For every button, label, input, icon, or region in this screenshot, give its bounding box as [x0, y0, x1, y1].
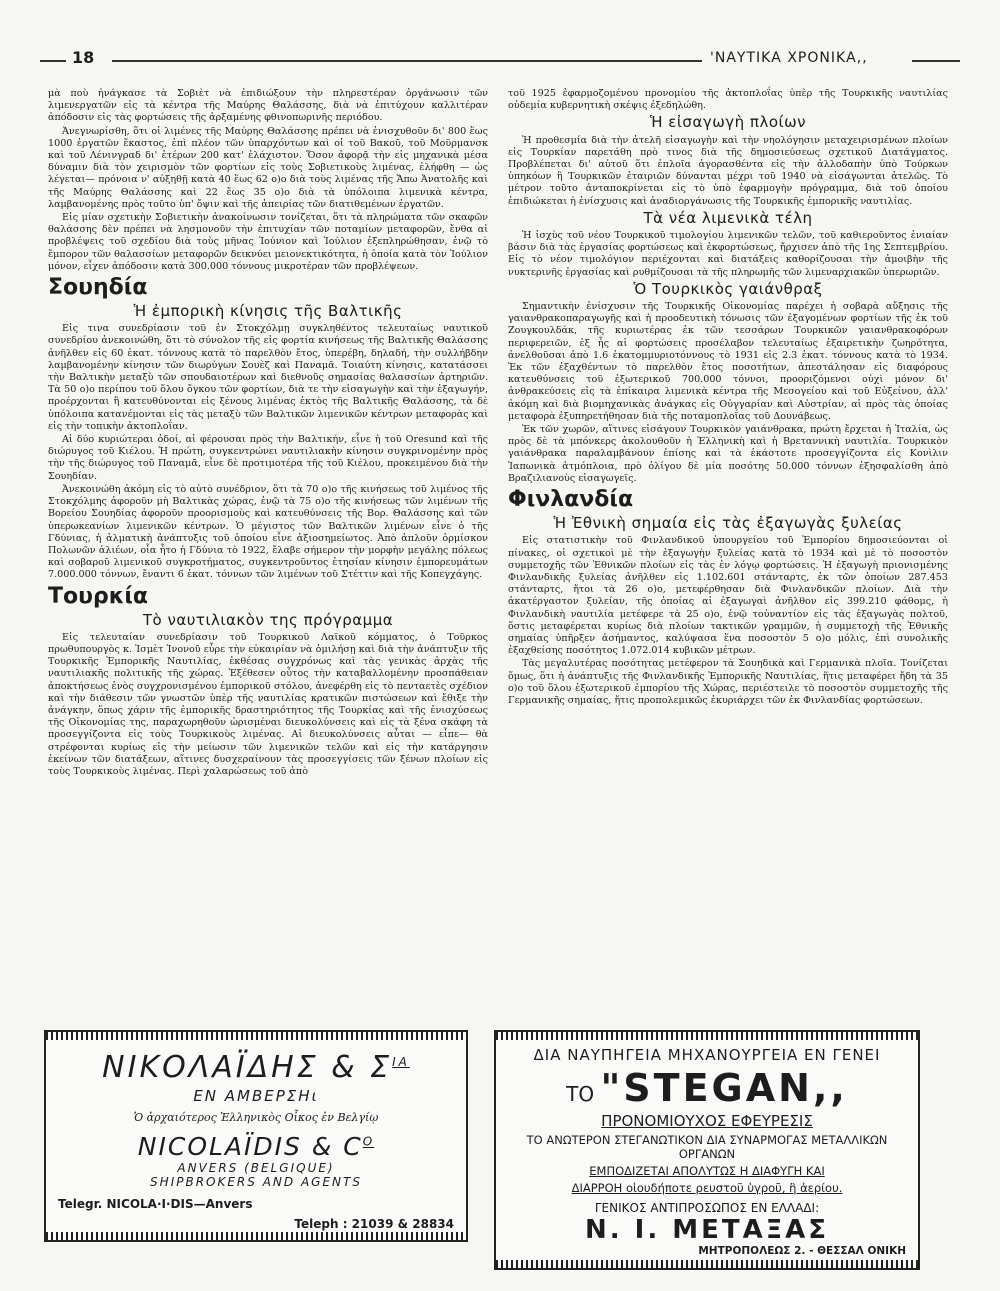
article-title: Ἡ ἐμπορικὴ κίνησις τῆς Βαλτικῆς: [133, 302, 403, 321]
body-paragraph: Εἰς τελευταίαν συνεδρίασιν τοῦ Τουρκικοῦ Λαϊκοῦ κόμματος, ὁ Τοῦρκος πρωθυπουργὸς κ. Ἰσμὲτ Ἰνονοῦ εὗρε τὴν εὐκαιρίαν νὰ ὁμιλήσῃ καὶ διὰ τὴν ἀνάπτυξιν τῆς Τουρκικῆς Ἐμπορικῆς Ναυτιλίας, ἐκθέσας συγχρόνως καὶ τὰς γενικὰς ἀρχὰς τῆς ναυτιλιακῆς πολιτικῆς τῆς χώρας. Ἐξέθεσεν οὗτος τὴν καταβαλλομένην προσπάθειαν ἀποκτήσεως ἑνὸς συγχρονισμένου ἐμπορικοῦ στόλου, ἀνεφέρθη εἰς τὸ πενταετὲς σχέδιον καὶ τὴν διάθεσιν τῶν γνωστῶν ὑπὲρ τῆς ναυτιλίας κρατικῶν πιστώσεων καὶ ἔθιξε τὴν ἀνάγκην, ὅπως χάριν τῆς ἐμπορικῆς δραστηριότητος τῆς Τουρκίας καὶ τῆς ἐνισχύσεως τῆς Οἰκονομίας της, παραχωρηθοῦν ὡρισμέναι διευκολύνσεις καὶ εἰς τὰ ξένα σκάφη τὰ προσεγγίζοντα εἰς τοὺς Τουρκικοὺς λιμένας. Αἱ διευκολύνσεις αὗται — εἶπε— θὰ στρέφονται κυρίως εἰς τὴν μείωσιν τῶν λιμενικῶν τελῶν καὶ εἰς τὴν κατάργησιν ἐκείνων τῶν διατάξεων, αἵτινες δυσχεραίνουν τὰς προσεγγίσεις τῶν ξένων πλοίων εἰς τοὺς Τουρκικοὺς λιμένας. Περὶ χαλαρώσεως τοῦ ἀπὸ: [48, 631, 488, 777]
ad-business: SHIPBROKERS AND AGENTS: [150, 1175, 362, 1189]
ad-agent-address: ΜΗΤΡΟΠΟΛΕΩΣ 2. - ΘΕΣΣΑΛ ΟΝΙΚΗ: [698, 1245, 906, 1257]
ad-text-line: ΕΜΠΟΔΙΖΕΤΑΙ ΑΠΟΛΥΤΩΣ Η ΔΙΑΦΥΓΗ ΚΑΙ: [589, 1164, 825, 1178]
ad-text-line: ΔΙΑΡΡΟΗ οἱουδήποτε ρευστοῦ ὑγροῦ, ἢ ἀερίου.: [571, 1181, 843, 1195]
ad-brand-name: "STEGAN,,: [600, 1066, 848, 1110]
body-paragraph: Τὰς μεγαλυτέρας ποσότητας μετέφερον τὰ Σουηδικὰ καὶ Γερμανικὰ πλοῖα. Τονίζεται ὅμως, ὅτι ἡ ἀνάπτυξις τῆς Φινλανδικῆς Ἐμπορικῆς Ναυτιλίας, ἥτις μεταφέρει ἤδη τὰ 35 ο)ο τοῦ ὅλου ἐξωτερικοῦ ἐμπορίου τῆς Χώρας, περιέστειλε τὸ ποσοστὸν συμμετοχῆς τῆς Γερμανικῆς σημαίας, ἥτις προπολεμικῶς ἐκυριάρχει τῶν ἐκ Φινλανδίας φορτώσεων.: [508, 658, 948, 706]
ad-border-stripe: [496, 1032, 918, 1040]
right-column: [508, 88, 948, 708]
article-title: Ἡ εἰσαγωγὴ πλοίων: [649, 113, 807, 132]
left-column: [48, 88, 488, 779]
ad-border-stripe: [496, 1260, 918, 1268]
section-country-heading: Φινλανδία: [508, 487, 634, 513]
body-paragraph: μὰ ποὺ ἠνάγκασε τὰ Σοβιὲτ νὰ ἐπιδιώξουν τὴν πληρεστέραν ὀργάνωσιν τῶν λιμενεργατῶν εἰς τὰ κέντρα τῆς Μαύρης Θαλάσσης, διὰ νὰ ἐπιτύχουν καλλιτέραν ἀπόδοσιν εἰς τὰς φορτώσεις τῆς ἀρξαμένης φθινοπωρινῆς περιόδου.: [48, 88, 488, 124]
body-paragraph: Εἰς μίαν σχετικὴν Σοβιετικὴν ἀνακοίνωσιν τονίζεται, ὅτι τὰ πληρώματα τῶν σκαφῶν θαλάσσης δὲν πρέπει νὰ λησμονοῦν τὴν ἐπιτυχίαν τῶν ποταμίων μεταφορῶν, ἔνθα αἱ προβλέψεις τοῦ σχεδίου διὰ τοὺς μῆνας Ἰούνιον καὶ Ἰούλιον ἐξεπληρώθησαν, ἐνῷ τὸ ἔμπορον τῶν θαλασσίων μεταφορῶν δεικνύει μειονεκτικότητα, ἡ ὁποία κατὰ τὸν Ἰούλιον μόνον, εἶχεν ἀπόδοσιν κατὰ 300.000 τόννους μικροτέραν τῶν προβλέψεων.: [48, 212, 488, 272]
ad-company-name-latin: [58, 1132, 454, 1161]
body-paragraph: Ἀνεγνωρίσθη, ὅτι οἱ λιμένες τῆς Μαύρης Θαλάσσης πρέπει νὰ ἐνισχυθοῦν δι' 800 ἕως 1000 ἐργατῶν ἕκαστος, ἐπὶ πλέον τῶν ὑπαρχόντων καὶ οἱ τοῦ Βακοῦ, τοῦ Μοῦρμανσκ καὶ τοῦ Λένινγραδ δι' ἑτέρων 200 κατ' ἐλάχιστον. Ὅσον ἀφορᾷ τὴν εἰς μηχανικὰ μέσα δύναμιν διὰ τὸν χειρισμὸν τῶν φορτίων εἰς τοὺς Σοβιετικοὺς λιμένας, ἐλήφθη — ὡς λέγεται— πρόνοια ν' αὐξηθῇ κατὰ 40 ἕως 62 ο)ο διὰ τοὺς λιμένας τῆς Ἄπω Ἀνατολῆς καὶ τῆς Μαύρης Θαλάσσης καὶ 22 ἕως 35 ο)ο διὰ τὰ ὑπόλοιπα λιμενικὰ κέντρα, λαμβανομένης πρὸς τοῦτο ὑπ' ὄψιν καὶ τῆς ἀπειρίας τῶν διατιθεμένων ἐργατῶν.: [48, 125, 488, 210]
ad-brand-prefix: ΤΟ: [566, 1082, 595, 1106]
body-paragraph: Ἡ προθεσμία διὰ τὴν ἀτελῆ εἰσαγωγὴν καὶ τὴν νηολόγησιν μεταχειρισμένων πλοίων εἰς Τουρκίαν παρετάθη πρὸ τινος διὰ τῆς δημοσιεύσεως σχετικοῦ Διατάγματος. Προβλέπεται δι' αὐτοῦ ὅτι ἐπλοῖα ἀγορασθέντα εἰς τὴν ἀλλοδαπὴν ὑπὸ Τούρκων ὑπηκόων ἢ Τουρκικῶν ἑταιριῶν δύνανται μέχρι τοῦ 1940 νὰ εἰσάγωνται ἀτελῶς. Τὸ μέτρον τοῦτο ἀνταποκρίνεται εἰς τὸ ὑπὸ ἐφαρμογὴν πρόγραμμα, διὰ τοῦ ὁποίου ἐπιδιώκεται ἡ ἐνίσχυσις καὶ ἀναδιοργάνωσις τῆς Τουρκικῆς ἐμπορικῆς ναυτιλίας.: [508, 134, 948, 207]
ad-agent-label: ΓΕΝΙΚΟΣ ΑΝΤΙΠΡΟΣΩΠΟΣ ΕΝ ΕΛΛΑΔΙ:: [594, 1201, 820, 1215]
header-rule: [112, 60, 702, 62]
article-title: Ὁ Τουρκικὸς γαιάνθραξ: [633, 279, 823, 298]
ad-city-greek: ΕΝ ΑΜΒΕΡΣΗι: [193, 1087, 319, 1105]
ad-border-stripe: [46, 1232, 466, 1240]
ad-patent: ΠΡΟΝΟΜΙΟΥΧΟΣ ΕΦΕΥΡΕΣΙΣ: [601, 1112, 813, 1130]
page-header: [40, 48, 960, 72]
ad-city-latin: ANVERS (BELGIQUE): [177, 1161, 335, 1175]
page-number: 18: [72, 48, 95, 67]
body-paragraph: Ἀνεκοινώθη ἀκόμη εἰς τὸ αὐτὸ συνέδριον, ὅτι τὰ 70 ο)ο τῆς κινήσεως τοῦ λιμένος τῆς Στοκχόλμης ἀφοροῦν μὴ Βαλτικὰς χώρας, ἐνῷ τὰ 75 ο)ο τῆς κινήσεως τῶν λιμένων τῆς Βορείου Σουηδίας ἀφοροῦν προορισμοὺς καὶ κατευθύνσεις τῆς Βορ. Θαλάσσης καὶ τῶν ὑπερωκεανίων λιμενικῶν κέντρων. Ὁ μέγιστος τῶν Βαλτικῶν λιμένων εἶνε ὁ τῆς Γδύνιας, ἡ ἀλματικὴ ἀνάπτυξις τοῦ ὁποίου εἶνε ἀξιοσημείωτος. Ἀπὸ ἁπλοῦν ὁρμίσκον Πολωνῶν ἁλιέων, οἷα ἦτο ἡ Γδύνια τὸ 1922, ἔλαβε σήμερον τὴν μορφὴν μεγάλης πόλεως καὶ σοβαροῦ λιμενικοῦ συγκροτήματος, συγκεντροῦντος ἐτησίαν κίνησιν ἐμπορευμάτων 7.000.000 τόννων, ἔναντι 6 ἑκατ. τόννων τῶν λιμένων τοῦ Στέττιν καὶ τῆς Κοπεγχάγης.: [48, 483, 488, 581]
body-paragraph: Ἡ ἰσχὺς τοῦ νέου Τουρκικοῦ τιμολογίου λιμενικῶν τελῶν, τοῦ καθιεροῦντος ἑνιαίαν βάσιν διὰ τὰς ἐργασίας φορτώσεως καὶ ἐκφορτώσεως, ἤρχισεν ἀπὸ τῆς 1ης Σεπτεμβρίου. Εἰς τὸ νέον τιμολόγιον περιέχονται καὶ διατάξεις καθορίζουσαι τὴν ἀμοιβὴν τῆς νυκτερινῆς ἐργασίας καὶ ρυθμίζουσαι τὰ τῆς πληρωμῆς τῶν λιμεναρχιακῶν ὑπερωριῶν.: [508, 230, 948, 278]
body-paragraph: τοῦ 1925 ἐφαρμοζομένου προνομίου τῆς ἀκτοπλοΐας ὑπὲρ τῆς Τουρκικῆς ναυτιλίας οὐδεμία κυβερνητικὴ σκέψις ἐξεδηλώθη.: [508, 88, 948, 112]
ad-company-name-greek: [58, 1050, 454, 1085]
article-title: Τὰ νέα λιμενικὰ τέλη: [643, 208, 813, 227]
ad-superscript: O: [362, 1134, 375, 1149]
body-paragraph: Σημαντικὴν ἐνίσχυσιν τῆς Τουρκικῆς Οἰκονομίας παρέχει ἡ σοβαρὰ αὔξησις τῆς γαιανθρακοπαραγωγῆς καὶ ἡ προοδευτικὴ τόνωσις τῶν ἐξαγομένων φορτίων τῆς ἐκ τοῦ Ζουγκουλδάκ, τῆς κυριωτέρας ἐκ τῶν τεσσάρων Τουρκικῶν γαιανθρακοφόρων περιφερειῶν, ἐξ ἧς αἱ φορτώσεις προσέλαβον τελευταίως ἐξαιρετικὴν ζωηρότητα, ἀνελθοῦσαι ἀπὸ 1.6 ἑκατομμυριοτόννους τὸ 1931 εἰς 2.3 ἑκατ. τόννους κατὰ τὸ 1934. Ἐκ τῶν ἐξαχθέντων τὸ παρελθὸν ἔτος ποσοτήτων, ἀπεστάλησαν εἰς διαφόρους κατευθύνσεις τοῦ ἐξωτερικοῦ 700.000 τόννοι, προοριζόμενοι οὐχὶ μόνον δι' ἀνθρακεύσεις εἰς τὰ ἐπίκαιρα λιμενικὰ κέντρα τῆς Μεσογείου καὶ τοῦ Εὐξείνου, ἀλλ' ἀκόμη καὶ διὰ βιομηχανικὰς ἀνάγκας εἰς Οὐγγαρίαν καὶ Αὐστρίαν, αἱ πρὸς τὰς ὁποίας μεταφορὰ ἐξυπηρετήθησαν διὰ τῆς ποταμοπλοΐας τοῦ Δουνάβεως.: [508, 301, 948, 422]
ad-telegraph: Telegr. NICOLA·I·DIS—Anvers: [58, 1197, 253, 1211]
body-paragraph: Αἱ δύο κυριώτεραι ὁδοί, αἱ φέρουσαι πρὸς τὴν Βαλτικήν, εἶνε ἡ τοῦ Oresund καὶ τῆς διώρυγος τοῦ Κιέλου. Ἡ πρώτη, συγκεντρώνει ναυτιλιακὴν κίνησιν συγκρινομένην πρὸς τὴν τῆς διώρυγος τοῦ Παναμᾶ, εἶνε δὲ προτιμοτέρα τῆς τοῦ Κιέλου, προκειμένου διὰ τὴν Σουηδίαν.: [48, 434, 488, 482]
ad-description: Ὁ ἀρχαιότερος Ἑλληνικὸς Οἶκος ἐν Βελγίῳ: [133, 1111, 379, 1124]
masthead: 'ΝΑΥΤΙΚΑ ΧΡΟΝΙΚΑ,,: [710, 50, 868, 66]
article-title: Ἡ Ἐθνικὴ σημαία εἰς τὰς ἐξαγωγὰς ξυλείας: [553, 514, 903, 533]
header-rule: [912, 60, 960, 62]
ad-text-line: ΤΟ ΑΝΩΤΕΡΟΝ ΣΤΕΓΑΝΩΤΙΚΟΝ ΔΙΑ ΣΥΝΑΡΜΟΓΑΣ ΜΕΤΑΛΛΙΚΩΝ ΟΡΓΑΝΩΝ: [526, 1133, 888, 1161]
ad-border-stripe: [46, 1032, 466, 1040]
ad-agent-name: Ν. Ι. ΜΕΤΑΞΑΣ: [584, 1215, 830, 1245]
body-paragraph: Ἐκ τῶν χωρῶν, αἵτινες εἰσάγουν Τουρκικὸν γαιάνθρακα, πρώτη ἔρχεται ἡ Ἰταλία, ὡς πρὸς δὲ τὰ μπόνκερς ἀκολουθοῦν ἡ Ἑλληνικὴ καὶ ἡ Βρεταννικὴ ναυτιλία. Τουρκικὸν γαιάνθρακα παραλαμβάνουν ἐπίσης καὶ τὰ ἑκάστοτε προσεγγίζοντα εἰς Κονὶλιν Ἰαπωνικὰ ἀτμόπλοια, πρὸ ὀλίγου δὲ μία ποσότης 50.000 τόννων ἐξησφαλίσθη ἀπὸ Βραζιλιανοὺς εἰσαγωγεῖς.: [508, 424, 948, 484]
advertisement-nicolaidis: [44, 1030, 468, 1242]
ad-superscript: ΙΑ: [392, 1055, 410, 1069]
body-paragraph: Εἰς στατιστικὴν τοῦ Φινλανδικοῦ ὑπουργείου τοῦ Ἐμπορίου δημοσιεύονται οἱ πίνακες, οἱ σχετικοὶ μὲ τὴν ἐξαγωγὴν ξυλείας κατὰ τὸ 1934 καὶ μὲ τὸ ποσοστὸν συμμετοχῆς τῶν Ἐθνικῶν πλοίων εἰς τὰς ἐν λόγῳ φορτώσεις. Ἡ ἐξαγωγὴ πριονισμένης Φινλανδικῆς ξυλείας ἀνῆλθεν εἰς 1.102.601 στάνταρτς, ἐκ τῶν ὁποίων 287.453 στάνταρτς, ἤτοι τὰ 26 ο)ο, μετεφέρθησαν διὰ Φινλανδικῶν πλοίων. Διὰ τὴν ἀκατέργαστον ξυλείαν, τῆς ὁποίας αἱ ἐξαγωγαὶ ἀνῆλθον εἰς 399.210 φάθομς, ἡ Φινλανδικὴ ναυτιλία μετέφερε τὰ 25 ο)ο, ἐνῷ τοὐναντίον εἰς τὰς ἐξαγωγὰς πολτοῦ, ὅστις μεταφέρεται κυρίως διὰ πλοίων τακτικῶν γραμμῶν, ἡ συμμετοχὴ τῆς Ἐθνικῆς σημαίας ὑπῆρξεν ἀσήμαντος, καλύψασα ἕνα ποσοστὸν 5 ο)ο μόλις, ἐπὶ συνολικῆς ἐξαχθείσης ποσότητος 1.072.014 κυβικῶν μέτρων.: [508, 535, 948, 657]
ad-telephone: Teleph : 21039 & 28834: [294, 1217, 454, 1231]
header-rule: [40, 60, 66, 62]
advertisement-stegan: [494, 1030, 920, 1270]
ad-brand: [508, 1066, 906, 1110]
article-title: Τὸ ναυτιλιακὸν της πρόγραμμα: [142, 610, 394, 629]
body-paragraph: Εἰς τινα συνεδρίασιν τοῦ ἐν Στοκχόλμῃ συγκληθέντος τελευταίως ναυτικοῦ συνεδρίου ἀνεκοινώθη, ὅτι τὸ σύνολον τῆς εἰς φορτία κινήσεως τῆς Βαλτικῆς Θαλάσσης ἀνῆλθεν εἰς 60 ἑκατ. τόννους κατὰ τὸ παρελθὸν ἔτος, ὑπερέβη, δηλαδή, τὴν συλλήβδην λαμβανομένην κίνησιν τῶν διωρύγων Σουὲζ καὶ Παναμᾶ. Τοιαύτη κίνησις, κατατάσσει τὴν Βαλτικὴν μεταξὺ τῶν σπουδαιοτέρων καὶ διεθνοῦς σημασίας θαλασσίων ἀρτηριῶν. Τὰ 50 ο)ο περίπου τοῦ ὅλου ὄγκου τῶν φορτίων, διὰ τε τὴν εἰσαγωγὴν καὶ τὴν ἐξαγωγήν, προέρχονται ἢ κατευθύνονται εἰς ξένους λιμένας ἐκτὸς τῆς Βαλτικῆς Θαλάσσης, τὰ δὲ ὑπόλοιπα κατανέμονται εἰς τὰς μεταξὺ τῶν Βαλτικῶν λιμενικῶν κέντρων μεταφορὰς καὶ εἰς τὴν τοπικὴν ἀκτοπλοΐαν.: [48, 323, 488, 432]
section-country-heading: Τουρκία: [48, 583, 149, 609]
ad-headline: ΔΙΑ ΝΑΥΠΗΓΕΙΑ ΜΗΧΑΝΟΥΡΓΕΙΑ ΕΝ ΓΕΝΕΙ: [533, 1046, 881, 1064]
ad-company-name-greek-text: ΝΙΚΟΛΑΪΔΗΣ & Σ: [102, 1050, 393, 1085]
ad-company-name-latin-text: NICOLAÏDIS & C: [137, 1132, 363, 1161]
section-country-heading: Σουηδία: [48, 275, 148, 301]
